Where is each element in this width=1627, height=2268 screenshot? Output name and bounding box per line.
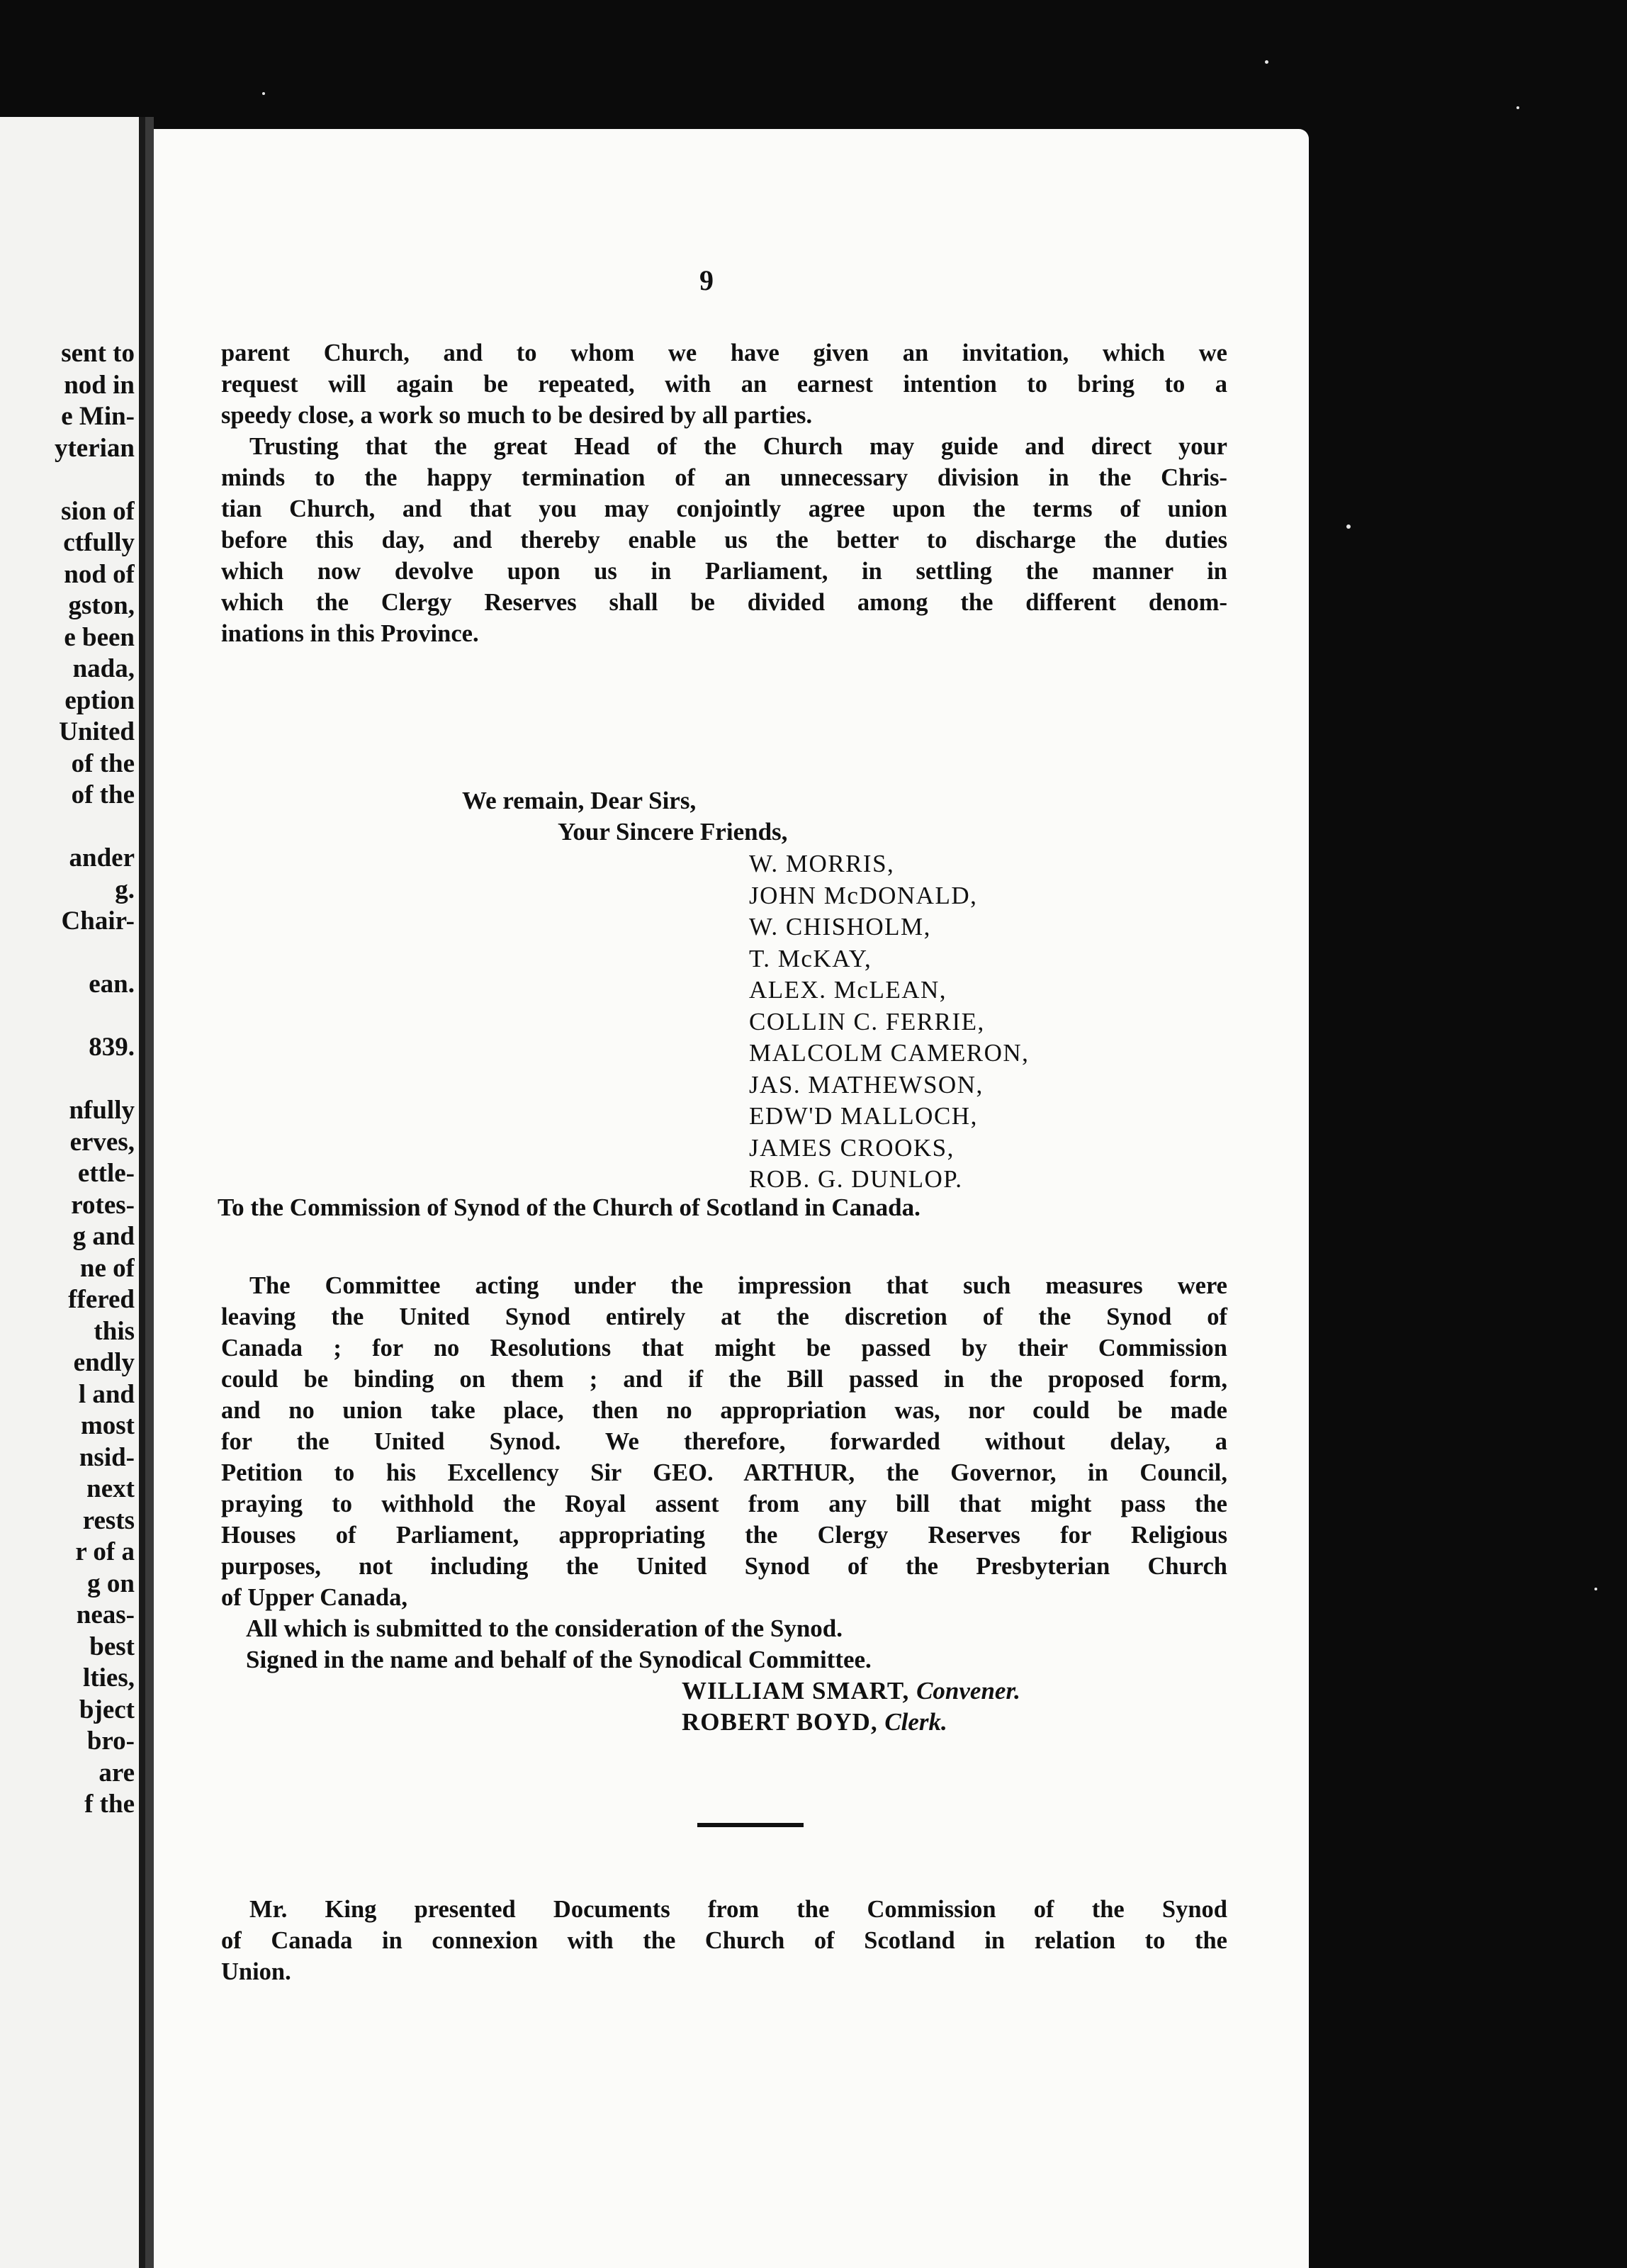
signer-clerk	[682, 1707, 947, 1738]
left-page-fragment-line: nod in	[64, 370, 135, 400]
left-page-fragment-line: nada,	[72, 654, 135, 683]
text-line: inations in this Province.	[221, 620, 479, 647]
signer-convener	[682, 1675, 1020, 1707]
left-page-fragment-line: yterian	[54, 433, 135, 463]
book-gutter	[145, 117, 154, 2268]
left-page-fragment-line	[0, 812, 135, 843]
closing-friends: Your Sincere Friends,	[558, 818, 788, 846]
text-line: Union.	[221, 1958, 291, 1985]
text-line: Trusting that the great Head of the Church may guide and direct your	[249, 433, 1227, 460]
text-line: of Canada in connexion with the Church of Scotland in relation to the	[221, 1927, 1227, 1954]
signatory-name: T. McKAY,	[749, 944, 872, 972]
signatory-name: COLLIN C. FERRIE,	[749, 1007, 985, 1035]
left-page-fragment-line: eption	[64, 685, 135, 715]
dust-speck	[1594, 1588, 1597, 1590]
signatory-name: W. MORRIS,	[749, 850, 895, 877]
text-line: before this day, and thereby enable us the better to discharge the duties	[221, 527, 1227, 554]
left-page-fragment-line	[0, 938, 135, 970]
paragraph-1	[221, 337, 1227, 431]
left-page-fragment-line: nsid-	[79, 1442, 135, 1472]
left-page-fragment-line: next	[86, 1474, 135, 1503]
text-line: parent Church, and to whom we have given an invitation, which we	[221, 339, 1227, 366]
left-page-fragment-line: g on	[87, 1568, 135, 1598]
section-divider	[697, 1823, 804, 1827]
left-page-fragment-line: e Min-	[61, 402, 135, 431]
left-page-fragment-line: are	[98, 1758, 135, 1787]
left-page-fragment-line: rests	[82, 1505, 135, 1535]
left-page-fragment-line: ettle-	[77, 1159, 135, 1188]
left-page-fragment-line: neas-	[76, 1600, 135, 1629]
page-edge	[139, 117, 145, 2268]
text-line: for the United Synod. We therefore, forwarded without delay, a	[221, 1428, 1227, 1455]
left-page-fragment	[0, 117, 145, 2268]
dust-speck	[1346, 524, 1351, 529]
left-page-fragment-line: ander	[69, 843, 135, 872]
text-line: purposes, not including the United Synod of the Presbyterian Church	[221, 1553, 1227, 1580]
left-page-fragment-line: of the	[71, 780, 135, 809]
text-line: of Upper Canada,	[221, 1584, 407, 1611]
text-line: leaving the United Synod entirely at the discretion of the Synod of	[221, 1303, 1227, 1330]
text-line: The Committee acting under the impression that such measures were	[249, 1272, 1227, 1299]
signatory-name: JOHN McDONALD,	[749, 881, 978, 909]
text-line: tian Church, and that you may conjointly agree upon the terms of union	[221, 495, 1227, 522]
text-line: and no union take place, then no appropriation was, nor could be made	[221, 1397, 1227, 1424]
left-page-fragment-line: most	[80, 1411, 135, 1440]
left-page-fragment-line: of the	[71, 748, 135, 778]
left-page-fragment-line: Chair-	[61, 906, 135, 936]
dust-speck	[1265, 60, 1268, 64]
left-page-fragment-line: United	[59, 717, 135, 746]
text-line: could be binding on them ; and if the Bill passed in the proposed form,	[221, 1366, 1227, 1393]
signatory-name: MALCOLM CAMERON,	[749, 1039, 1030, 1067]
left-page-fragment-line: nod of	[64, 559, 135, 589]
left-page-text	[0, 338, 135, 1821]
left-page-fragment-line: ctfully	[63, 528, 135, 557]
text-line: speedy close, a work so much to be desired by all parties.	[221, 402, 813, 429]
left-page-fragment-line: sent to	[61, 339, 135, 368]
dust-speck	[262, 92, 265, 95]
left-page-fragment-line: l and	[78, 1379, 135, 1409]
left-page-fragment-line: f the	[84, 1790, 135, 1819]
paragraph-6	[221, 1894, 1227, 1987]
left-page-fragment-line	[0, 1001, 135, 1033]
left-page-fragment-line: lties,	[83, 1663, 135, 1692]
signatory-name: ALEX. McLEAN,	[749, 976, 947, 1004]
signatory-name: ROB. G. DUNLOP.	[749, 1165, 963, 1193]
text-line: Houses of Parliament, appropriating the Clergy Reserves for Religious	[221, 1522, 1227, 1549]
signatory-name: JAMES CROOKS,	[749, 1133, 955, 1162]
text-line: praying to withhold the Royal assent from any bill that might pass the	[221, 1491, 1227, 1517]
text-line: which the Clergy Reserves shall be divided among the different denom-	[221, 589, 1227, 616]
left-page-fragment-line: erves,	[69, 1127, 135, 1157]
left-page-fragment-line: 839.	[89, 1033, 135, 1062]
left-page-fragment-line: r of a	[75, 1537, 135, 1566]
signer-name: ROBERT BOYD,	[682, 1708, 878, 1736]
signatory-name: W. CHISHOLM,	[749, 913, 931, 941]
left-page-fragment-line: ne of	[79, 1253, 135, 1283]
signatory-name: JAS. MATHEWSON,	[749, 1070, 984, 1099]
left-page-fragment-line: best	[89, 1632, 135, 1661]
signer-role: Clerk.	[884, 1708, 947, 1736]
left-page-fragment-line: gston,	[68, 591, 135, 620]
text-line: request will again be repeated, with an earnest intention to bring to a	[221, 371, 1227, 398]
left-page-fragment-line: e been	[64, 622, 135, 652]
signatory-name: EDW'D MALLOCH,	[749, 1102, 978, 1130]
text-line: which now devolve upon us in Parliament, in settling the manner in	[221, 558, 1227, 585]
signer-role: Convener.	[916, 1677, 1020, 1705]
paragraph-5: Signed in the name and behalf of the Synodical Committee.	[246, 1646, 872, 1673]
left-page-fragment-line: sion of	[61, 496, 135, 526]
left-page-fragment-line	[0, 464, 135, 496]
text-line: minds to the happy termination of an unnecessary division in the Chris-	[221, 464, 1227, 491]
left-page-fragment-line: bro-	[86, 1727, 135, 1756]
paragraph-2	[221, 431, 1227, 649]
addressee-line: To the Commission of Synod of the Church of Scotland in Canada.	[218, 1194, 921, 1221]
document-page	[154, 129, 1309, 2268]
paragraph-3	[221, 1270, 1227, 1613]
left-page-fragment-line: g and	[72, 1222, 135, 1251]
paragraph-4: All which is submitted to the consideration of the Synod.	[246, 1615, 843, 1642]
left-page-fragment-line: rotes-	[71, 1190, 135, 1220]
closing-remain: We remain, Dear Sirs,	[462, 787, 697, 814]
text-line: Mr. King presented Documents from the Commission of the Synod	[249, 1896, 1227, 1923]
left-page-fragment-line: endly	[73, 1348, 135, 1377]
left-page-fragment-line: bject	[79, 1695, 135, 1724]
left-page-fragment-line: g.	[115, 875, 135, 904]
page-number: 9	[699, 264, 714, 296]
left-page-fragment-line: ean.	[89, 970, 135, 999]
left-page-fragment-line: this	[94, 1316, 135, 1346]
signatory-list	[749, 848, 1029, 1196]
left-page-fragment-line: nfully	[69, 1096, 135, 1125]
text-line: Petition to his Excellency Sir GEO. ARTHUR, the Governor, in Council,	[221, 1459, 1227, 1486]
left-page-fragment-line: ffered	[68, 1285, 135, 1314]
left-page-fragment-line	[0, 1064, 135, 1096]
text-line: Canada ; for no Resolutions that might be passed by their Commission	[221, 1335, 1227, 1362]
dust-speck	[1516, 106, 1519, 109]
signer-name: WILLIAM SMART,	[682, 1677, 910, 1705]
